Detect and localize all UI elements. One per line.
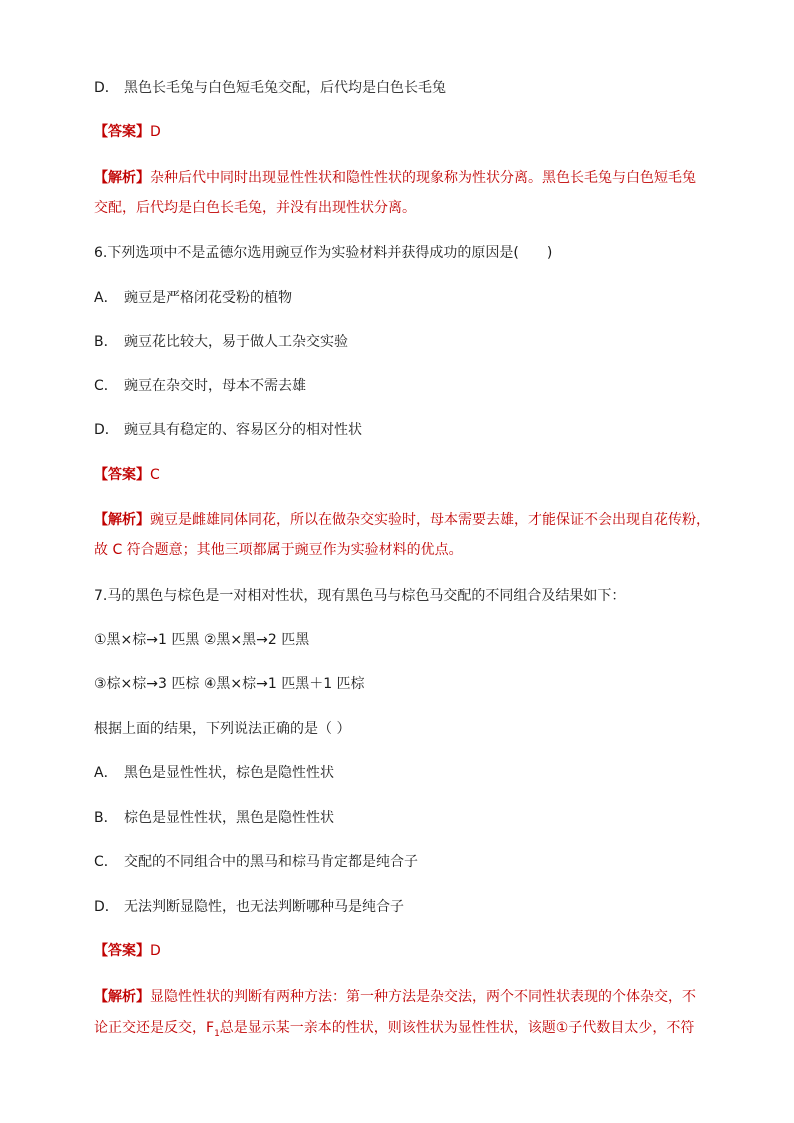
q7-option-b: B． 棕色是显性性状，黑色是隐性性状 xyxy=(94,810,334,826)
q6-option-a: A． 豌豆是严格闭花受粉的植物 xyxy=(94,290,292,306)
q7-option-a: A． 黑色是显性性状，棕色是隐性性状 xyxy=(94,765,334,781)
answer-tag: 【答案】 xyxy=(94,467,150,483)
analysis-tag: 【解析】 xyxy=(94,512,150,528)
answer-tag: 【答案】 xyxy=(94,943,150,959)
q6-analysis-line-2: 故 C 符合题意；其他三项都属于豌豆作为实验材料的优点。 xyxy=(94,542,463,558)
q7-cross-line-1: ①黑×棕→1 匹黑 ②黑×黑→2 匹黑 xyxy=(94,632,310,648)
q7-option-c: C． 交配的不同组合中的黑马和棕马肯定都是纯合子 xyxy=(94,854,418,870)
q7-question: 7.马的黑色与棕色是一对相对性状，现有黑色马与棕色马交配的不同组合及结果如下： xyxy=(94,588,626,604)
q7-option-d: D． 无法判断显隐性，也无法判断哪种马是纯合子 xyxy=(94,899,404,915)
q6-answer xyxy=(94,465,160,485)
analysis-tag: 【解析】 xyxy=(94,170,150,186)
q6-option-b: B． 豌豆花比较大，易于做人工杂交实验 xyxy=(94,334,348,350)
q6-option-c: C． 豌豆在杂交时，母本不需去雄 xyxy=(94,378,306,394)
q5-analysis-line-2: 交配，后代均是白色长毛兔，并没有出现性状分离。 xyxy=(94,200,416,216)
answer-value: D xyxy=(150,943,161,959)
q7-cross-line-2: ③棕×棕→3 匹棕 ④黑×棕→1 匹黑＋1 匹棕 xyxy=(94,676,365,692)
q5-answer xyxy=(94,122,161,142)
q7-prompt: 根据上面的结果，下列说法正确的是（ ） xyxy=(94,721,351,737)
q6-analysis-line-1: 【解析】豌豆是雌雄同体同花，所以在做杂交实验时，母本需要去雄，才能保证不会出现自花传粉， xyxy=(94,512,710,528)
analysis-tag: 【解析】 xyxy=(94,989,150,1005)
answer-tag: 【答案】 xyxy=(94,124,150,140)
q6-option-d: D． 豌豆具有稳定的、容易区分的相对性状 xyxy=(94,422,362,438)
q6-question: 6.下列选项中不是孟德尔选用豌豆作为实验材料并获得成功的原因是( ) xyxy=(94,245,553,261)
answer-value: C xyxy=(150,467,160,483)
q5-option-d: D． 黑色长毛兔与白色短毛兔交配，后代均是白色长毛兔 xyxy=(94,80,446,96)
q7-analysis-line-1: 【解析】显隐性性状的判断有两种方法：第一种方法是杂交法，两个不同性状表现的个体杂交，不 xyxy=(94,989,696,1005)
q7-answer xyxy=(94,941,161,961)
q7-analysis-line-2: 论正交还是反交，$F_1$总是显示某一亲本的性状，则该性状为显性性状，该题①子代数目太少，不符 xyxy=(94,1020,695,1039)
answer-value: D xyxy=(150,124,161,140)
q5-analysis-line-1: 【解析】杂种后代中同时出现显性性状和隐性性状的现象称为性状分离。黑色长毛兔与白色短毛兔 xyxy=(94,170,696,186)
